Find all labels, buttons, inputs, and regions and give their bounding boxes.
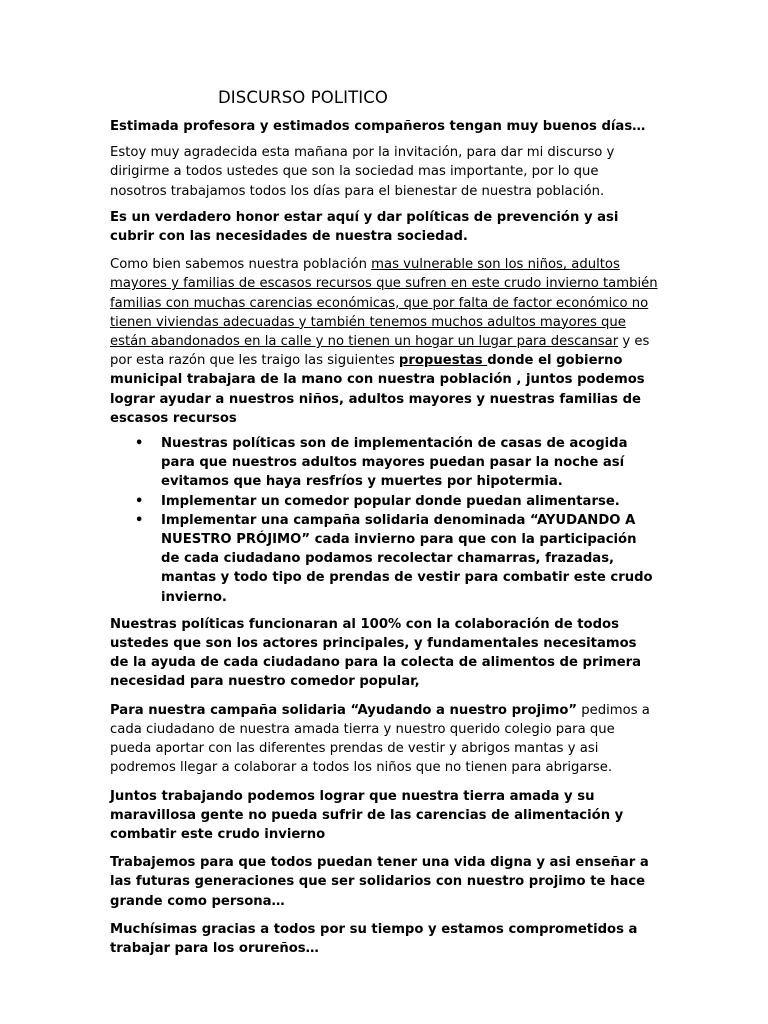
bullet-icon: • <box>135 436 144 452</box>
document-page <box>110 88 658 958</box>
proposals-list <box>110 434 658 607</box>
greeting: Estimada profesora y estimados compañeros tengan muy buenos días… <box>110 119 646 134</box>
list-item <box>110 492 658 511</box>
list-item-text: Implementar un comedor popular donde puedan alimentarse. <box>161 493 620 509</box>
paragraph-dignity: Trabajemos para que todos puedan tener una vida digna y asi enseñar a las futuras generaciones que ser solidarios con nuestro projimo te hace grande como persona… <box>110 855 649 909</box>
population-bold-text: donde el gobierno municipal trabajara de la mano con nuestra población , juntos podemos lograr ayudar a nuestros niños, adultos mayores y nuestras familias de escasos recursos <box>110 353 645 426</box>
bullet-icon: • <box>135 493 144 509</box>
paragraph-together: Juntos trabajando podemos lograr que nuestra tierra amada y su maravillosa gente no pueda sufrir de las carencias de alimentación y combatir este crudo invierno <box>110 788 624 842</box>
paragraph-collaboration: Nuestras políticas funcionaran al 100% con la colaboración de todos ustedes que son los actores principales, y fundamentales necesitamos de la ayuda de cada ciudadano para la colecta de alimentos de primera necesidad para nuestro comedor popular, <box>110 616 642 690</box>
campaign-normal-text: pedimos a cada ciudadano de nuestra amada tierra y nuestro querido colegio para que pueda aportar con las diferentes prendas de vestir y abrigos mantas y asi podremos llegar a colaborar a todos los niños que no tienen para abrigarse. <box>110 702 650 776</box>
population-intro-text: Como bien sabemos nuestra población <box>110 257 372 273</box>
paragraph-thanks: Muchísimas gracias a todos por su tiempo y estamos comprometidos a trabajar para los orureños… <box>110 921 638 956</box>
paragraph-honor: Es un verdadero honor estar aquí y dar políticas de prevención y asi cubrir con las necesidades de nuestra sociedad. <box>110 209 619 245</box>
proposals-keyword: propuestas <box>398 353 488 369</box>
campaign-bold-text: Para nuestra campaña solidaria “Ayudando a nuestro projimo” <box>110 702 578 718</box>
population-middle-text: y es por esta razón que les traigo las siguientes <box>110 334 650 369</box>
bullet-icon: • <box>135 512 144 528</box>
list-item <box>110 511 658 607</box>
list-item-text: Implementar una campaña solidaria denominada “AYUDANDO A NUESTRO PRÓJIMO” cada invierno para que con la participación de cada ciudadano podamos recolectar chamarras, frazadas, mantas y todo tipo de prendas de vestir para combatir este crudo invierno. <box>161 512 653 605</box>
paragraph-intro: Estoy muy agradecida esta mañana por la invitación, para dar mi discurso y dirigirme a todos ustedes que son la sociedad mas importante, por lo que nosotros trabajamos todos los días para el bienestar de nuestra población. <box>110 145 615 199</box>
list-item <box>110 434 658 492</box>
document-title: DISCURSO POLITICO <box>218 88 388 107</box>
population-underlined-text: mas vulnerable son los niños, adultos mayores y familias de escasos recursos que sufren en este crudo invierno también familias con muchas carencias económicas, que por falta de factor económico no tienen viviendas adecuadas y también tenemos muchos adultos mayores que están abandonados en la calle y no tienen un hogar un lugar para descansar <box>110 257 658 350</box>
paragraph-campaign <box>110 701 658 778</box>
paragraph-population <box>110 255 658 428</box>
list-item-text: Nuestras políticas son de implementación de casas de acogida para que nuestros adultos mayores puedan pasar la noche así evitamos que haya resfríos y muertes por hipotermia. <box>161 436 628 490</box>
